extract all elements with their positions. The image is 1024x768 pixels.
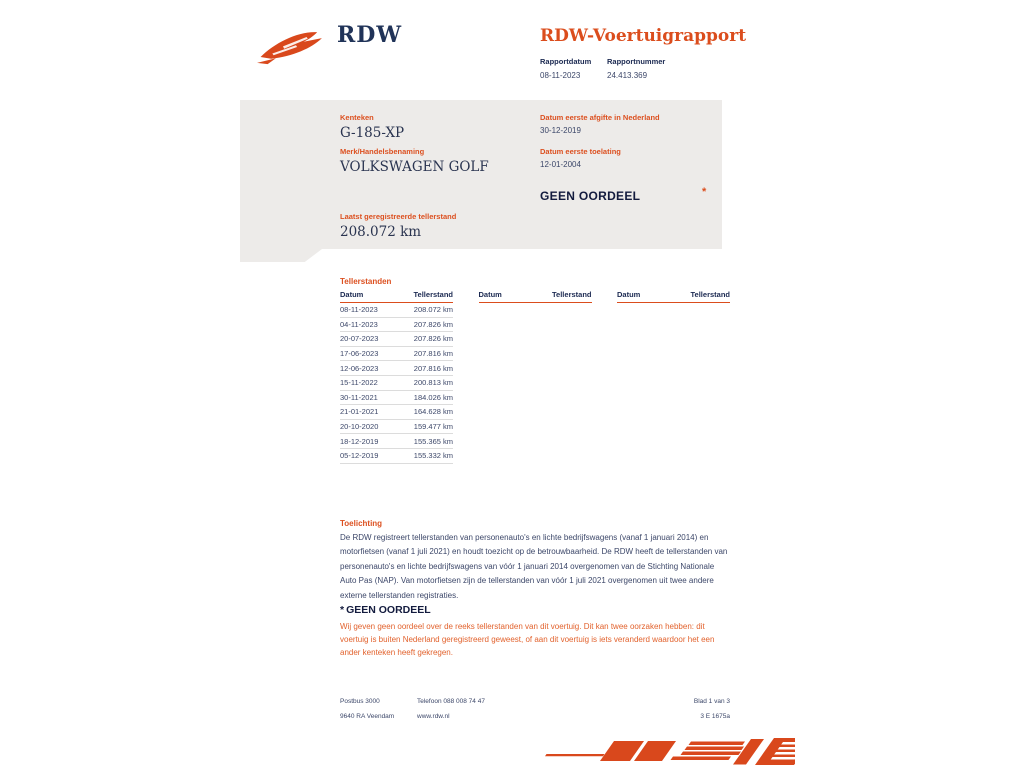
row-date: 15-11-2022: [340, 378, 378, 388]
row-date: 05-12-2019: [340, 451, 379, 461]
table-row: [340, 318, 453, 333]
tellerstand-value: 208.072 km: [340, 224, 422, 240]
row-tellerstand: 207.826 km: [413, 319, 453, 329]
row-date: 21-01-2021: [340, 407, 379, 417]
table-header: [340, 290, 453, 303]
row-tellerstand: 207.826 km: [413, 334, 453, 344]
verdict-asterisk: *: [702, 186, 707, 198]
row-date: 12-06-2023: [340, 363, 379, 373]
footer-address-line2: 9640 RA Veendam: [340, 713, 395, 720]
toelating-value: 12-01-2004: [540, 160, 581, 169]
tellerstand-label: Laatst geregistreerde tellerstand: [340, 212, 457, 221]
row-tellerstand: 184.026 km: [413, 392, 453, 402]
row-date: 20-07-2023: [340, 334, 379, 344]
column-header-tellerstand: Tellerstand: [413, 290, 453, 299]
row-date: 08-11-2023: [340, 305, 378, 315]
table-header: [617, 290, 730, 303]
table-row: [340, 332, 453, 347]
table-group-1: [340, 290, 453, 464]
verdict-badge: GEEN OORDEEL: [540, 189, 641, 203]
row-tellerstand: 155.332 km: [413, 451, 453, 461]
footer-page-indicator: Blad 1 van 3: [693, 698, 730, 705]
column-header-tellerstand: Tellerstand: [690, 290, 730, 299]
row-date: 18-12-2019: [340, 436, 379, 446]
rdw-logo-text: RDW: [337, 22, 403, 48]
report-date-value: 08-11-2023: [540, 71, 581, 80]
table-header: [479, 290, 592, 303]
kenteken-label: Kenteken: [340, 113, 374, 122]
afgifte-value: 30-12-2019: [540, 126, 581, 135]
vehicle-box-tab: [240, 249, 322, 262]
table-row: [340, 361, 453, 376]
table-row: [340, 420, 453, 435]
toelichting-title: Toelichting: [340, 519, 383, 528]
table-row: [340, 405, 453, 420]
row-tellerstand: 208.072 km: [413, 305, 453, 315]
tellerstanden-title: Tellerstanden: [340, 277, 392, 286]
merk-label: Merk/Handelsbenaming: [340, 147, 425, 156]
verdict-section-heading: [340, 604, 431, 616]
verdict-explanation: Wij geven geen oordeel over de reeks tellerstanden van dit voertuig. Dit kan twee oorzaken hebben: dit voertuig is buiten Nederland geregistreerd geweest, of aan dit voertuig is iets veranderd waardoor het een ander kenteken heeft gekregen.: [340, 622, 715, 657]
column-header-tellerstand: Tellerstand: [552, 290, 592, 299]
row-tellerstand: 200.813 km: [413, 378, 453, 388]
toelichting-body: De RDW registreert tellerstanden van personenauto's en lichte bedrijfswagens (vanaf 1 januari 2014) en motorfietsen (vanaf 1 juli 2021) en houdt toezicht op de betrouwbaarheid. De RDW heeft de tellerstanden van personenauto's en lichte bedrijfswagens van vóór 1 januari 2014 overgenomen van de Stichting Nationale Auto Pas (NAP). Van motorfietsen zijn de tellerstanden van vóór 1 juli 2021 overgenomen uit twee andere externe tellerstanden registraties.: [340, 533, 728, 600]
table-row: [340, 449, 453, 464]
motion-stripes-icon: [545, 735, 795, 768]
footer-form-code: 3 E 1675a: [700, 713, 730, 720]
tellerstanden-rows: [340, 303, 453, 464]
report-number-label: Rapportnummer: [607, 57, 666, 66]
rdw-wing-icon: [253, 24, 333, 70]
column-header-datum: Datum: [478, 290, 502, 299]
column-header-datum: Datum: [340, 290, 364, 299]
row-tellerstand: 155.365 km: [413, 436, 453, 446]
toelating-label: Datum eerste toelating: [540, 147, 621, 156]
table-row: [340, 347, 453, 362]
footer-website: www.rdw.nl: [417, 713, 450, 720]
table-group-3: [617, 290, 730, 464]
page-footer: [340, 698, 730, 728]
row-tellerstand: 207.816 km: [413, 363, 453, 373]
row-tellerstand: 207.816 km: [413, 349, 453, 359]
table-group-2: [479, 290, 592, 464]
report-meta: [540, 57, 800, 80]
rdw-logo: [253, 22, 403, 72]
report-number-value: 24.413.369: [607, 71, 648, 80]
row-tellerstand: 159.477 km: [413, 422, 453, 432]
row-date: 30-11-2021: [340, 392, 378, 402]
row-date: 04-11-2023: [340, 319, 378, 329]
row-date: 17-06-2023: [340, 349, 379, 359]
tellerstanden-table: [340, 290, 730, 464]
row-date: 20-10-2020: [340, 422, 379, 432]
table-row: [340, 376, 453, 391]
row-tellerstand: 164.628 km: [413, 407, 453, 417]
verdict-section-title: GEEN OORDEEL: [346, 604, 431, 616]
afgifte-label: Datum eerste afgifte in Nederland: [540, 113, 660, 122]
footer-phone: Telefoon 088 008 74 47: [417, 698, 485, 705]
column-header-datum: Datum: [617, 290, 641, 299]
motion-stripes-graphic: [545, 735, 795, 768]
kenteken-value: G-185-XP: [340, 125, 405, 141]
table-row: [340, 303, 453, 318]
vehicle-info-box: [240, 100, 722, 249]
report-date-label: Rapportdatum: [540, 57, 592, 66]
table-row: [340, 434, 453, 449]
table-row: [340, 391, 453, 406]
footer-address-line1: Postbus 3000: [340, 698, 380, 705]
merk-value: VOLKSWAGEN GOLF: [340, 159, 489, 175]
page-title: RDW-Voertuigrapport: [540, 26, 747, 46]
verdict-section-asterisk: *: [340, 604, 345, 616]
